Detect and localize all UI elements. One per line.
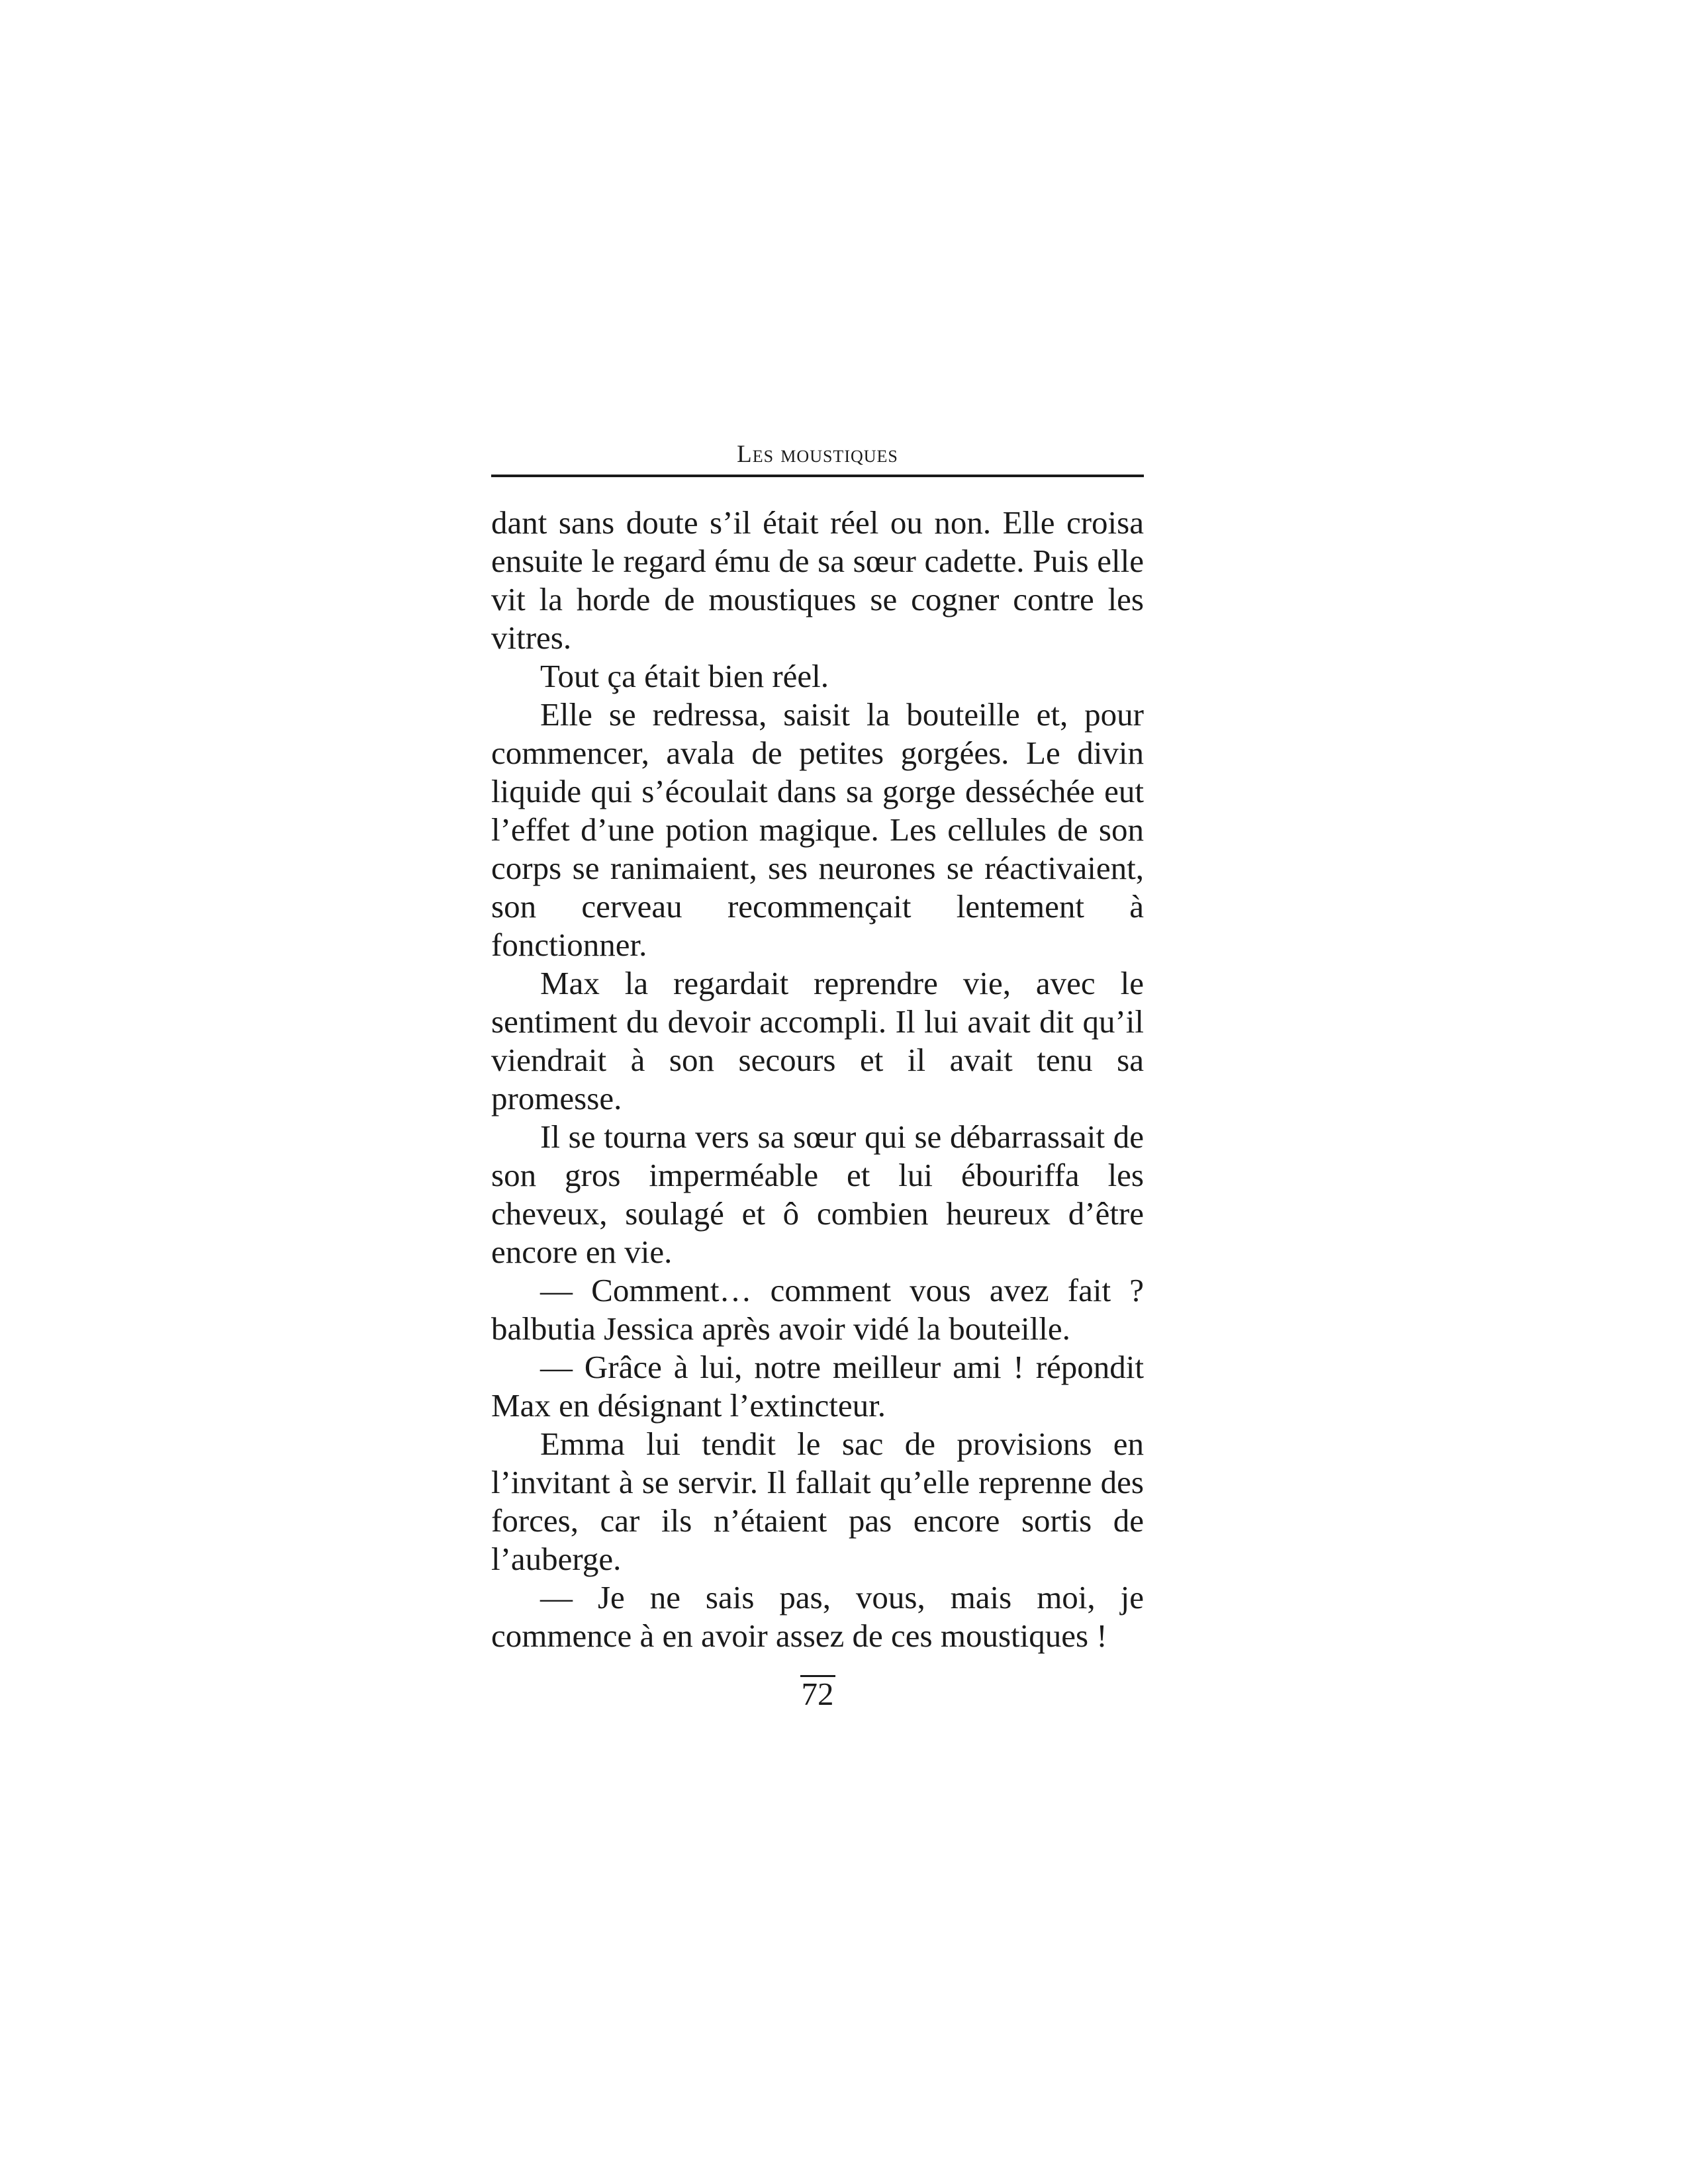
- dialogue-3: — Je ne sais pas, vous, mais moi, je commence à en avoir assez de ces moustiques !: [491, 1579, 1144, 1654]
- paragraph-1: dant sans doute s’il était réel ou non. Elle croisa ensuite le regard ému de sa sœur cadette. Puis elle vit la horde de moustiques se cogner contre les vitres.: [491, 504, 1144, 656]
- dialogue-1: — Comment… comment vous avez fait ? balbutia Jessica après avoir vidé la bouteille.: [491, 1272, 1144, 1347]
- paragraph-2: Tout ça était bien réel.: [540, 658, 829, 694]
- paragraph-6: Emma lui tendit le sac de provisions en l’invitant à se servir. Il fallait qu’elle reprenne des forces, car ils n’étaient pas encore sortis de l’auberge.: [491, 1426, 1144, 1577]
- dialogue-2: — Grâce à lui, notre meilleur ami ! répondit Max en désignant l’extincteur.: [491, 1349, 1144, 1424]
- running-header: Les moustiques: [491, 440, 1144, 477]
- page-content: [491, 440, 1144, 1713]
- paragraph-5: Il se tourna vers sa sœur qui se débarrassait de son gros imperméable et lui ébouriffa les cheveux, soulagé et ô combien heureux d’être encore en vie.: [491, 1118, 1144, 1270]
- paragraph-4: Max la regardait reprendre vie, avec le sentiment du devoir accompli. Il lui avait dit qu’il viendrait à son secours et il avait tenu sa promesse.: [491, 965, 1144, 1116]
- page-number: 72: [801, 1676, 834, 1712]
- page-number-footer: [491, 1675, 1144, 1713]
- body-text: [491, 504, 1144, 1655]
- paragraph-3: Elle se redressa, saisit la bouteille et, pour commencer, avala de petites gorgées. Le divin liquide qui s’écoulait dans sa gorge desséchée eut l’effet d’une potion magique. Les cellules de son corps se ranimaient, ses neurones se réactivaient, son cerveau recommençait lentement à fonctionner.: [491, 696, 1144, 963]
